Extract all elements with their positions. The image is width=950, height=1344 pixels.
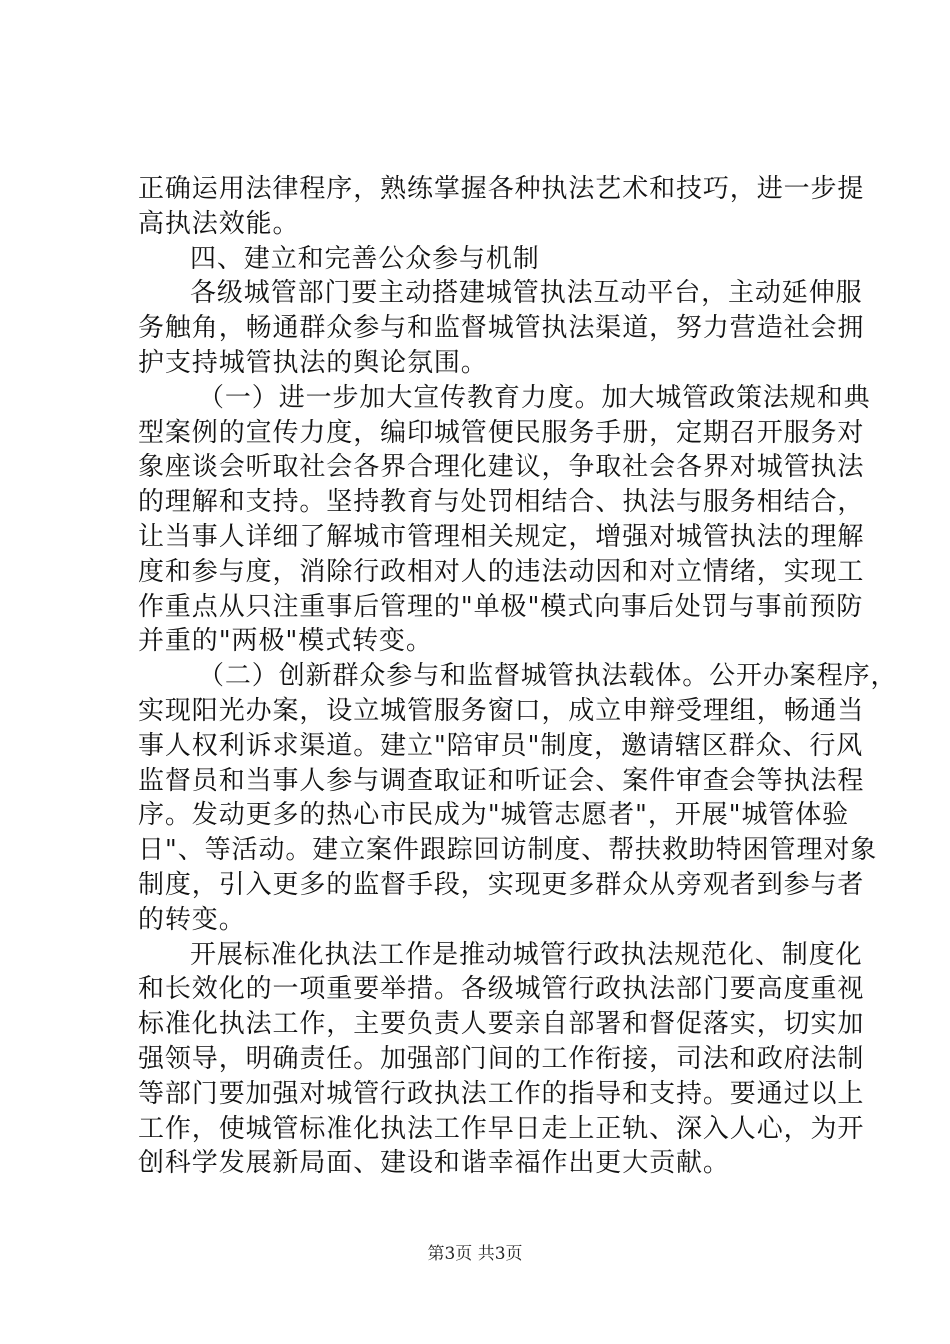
paragraph-line: 护支持城管执法的舆论氛围。: [138, 347, 488, 378]
paragraph-line: 制度，引入更多的监督手段，实现更多群众从旁观者到参与者: [138, 869, 865, 900]
paragraph-line: 实现阳光办案，设立城管服务窗口，成立申辩受理组，畅通当: [138, 695, 865, 726]
paragraph-line: 事人权利诉求渠道。建立"陪审员"制度，邀请辖区群众、行风: [138, 730, 864, 761]
section-heading: 四、建立和完善公众参与机制: [190, 243, 540, 274]
paragraph-line: 和长效化的一项重要举措。各级城管行政执法部门要高度重视: [138, 974, 865, 1005]
paragraph-line: （二）创新群众参与和监督城管执法载体。公开办案程序，: [198, 661, 898, 692]
paragraph-line: 并重的"两极"模式转变。: [138, 626, 433, 657]
paragraph-line: 序。发动更多的热心市民成为"城管志愿者"，开展"城管体验: [138, 800, 850, 831]
paragraph-line: 作重点从只注重事后管理的"单极"模式向事后处罚与事前预防: [138, 591, 864, 622]
paragraph-line: 等部门要加强对城管行政执法工作的指导和支持。要通过以上: [138, 1078, 865, 1109]
paragraph-line: 监督员和当事人参与调查取证和听证会、案件审查会等执法程: [138, 765, 865, 796]
paragraph-line: 象座谈会听取社会各界合理化建议，争取社会各界对城管执法: [138, 452, 865, 483]
paragraph-line: 让当事人详细了解城市管理相关规定，增强对城管执法的理解: [138, 521, 865, 552]
paragraph-line: 的转变。: [138, 904, 246, 935]
paragraph-line: （一）进一步加大宣传教育力度。加大城管政策法规和典: [198, 382, 871, 413]
paragraph-line: 度和参与度，消除行政相对人的违法动因和对立情绪，实现工: [138, 556, 865, 587]
paragraph-line: 的理解和支持。坚持教育与处罚相结合、执法与服务相结合，: [138, 487, 865, 518]
paragraph-line: 日"、等活动。建立案件跟踪回访制度、帮扶救助特困管理对象: [138, 835, 878, 866]
paragraph-line: 工作，使城管标准化执法工作早日走上正轨、深入人心，为开: [138, 1113, 865, 1144]
paragraph-line: 开展标准化执法工作是推动城管行政执法规范化、制度化: [190, 939, 863, 970]
paragraph-line: 正确运用法律程序，熟练掌握各种执法艺术和技巧，进一步提: [138, 174, 865, 204]
paragraph-line: 高执法效能。: [138, 208, 300, 239]
document-body: [138, 172, 898, 1181]
paragraph-line: 创科学发展新局面、建设和谐幸福作出更大贡献。: [138, 1148, 730, 1179]
paragraph-line: 强领导，明确责任。加强部门间的工作衔接，司法和政府法制: [138, 1043, 865, 1074]
page-number: 第3页 共3页: [427, 1244, 523, 1264]
paragraph-line: 型案例的宣传力度，编印城管便民服务手册，定期召开服务对: [138, 417, 865, 448]
paragraph-line: 标准化执法工作，主要负责人要亲自部署和督促落实，切实加: [138, 1009, 865, 1040]
paragraph-line: 务触角，畅通群众参与和监督城管执法渠道，努力营造社会拥: [138, 313, 865, 344]
page-footer: [0, 1242, 950, 1266]
paragraph-line: 各级城管部门要主动搭建城管执法互动平台，主动延伸服: [190, 278, 863, 309]
